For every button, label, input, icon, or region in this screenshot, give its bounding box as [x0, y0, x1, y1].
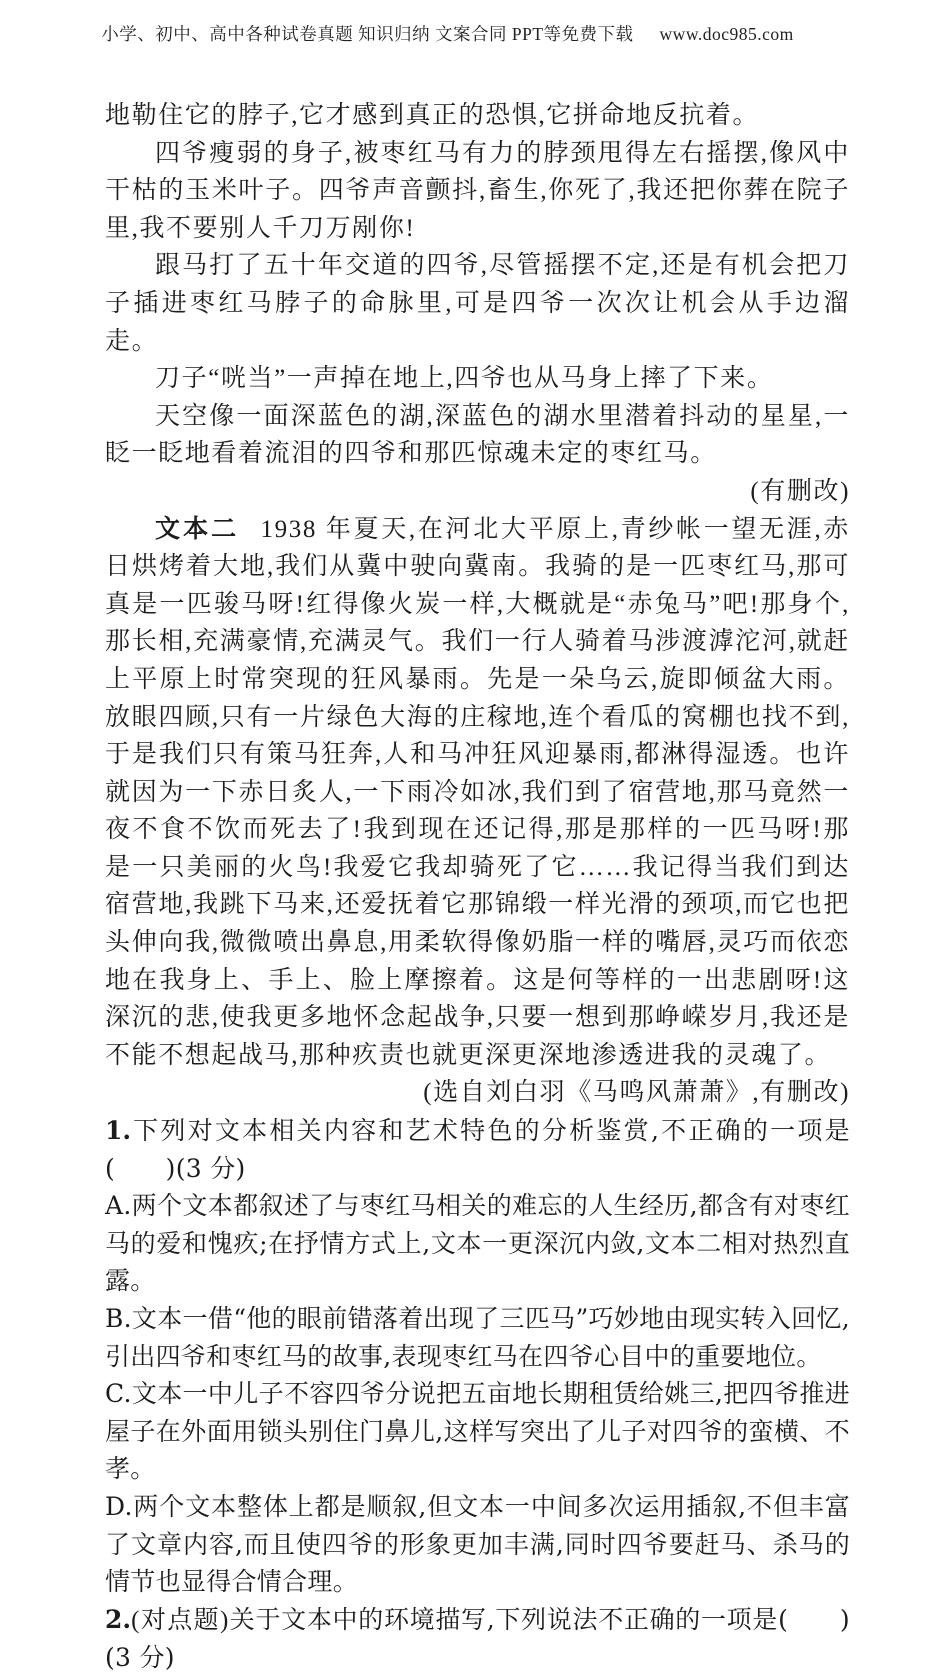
text-two-paragraph: [105, 511, 850, 1075]
text-one-paragraph: 刀子“咣当”一声掉在地上,四爷也从马身上摔了下来。: [155, 365, 774, 393]
question-option: D.两个文本整体上都是顺叙,但文本一中间多次运用插叙,不但丰富了文章内容,而且使四爷的形象更加丰满,同时四爷要赶马、杀马的情节也显得合情合理。: [105, 1491, 850, 1597]
text-one-section: [105, 97, 850, 511]
text-one-paragraph: 跟马打了五十年交道的四爷,尽管摇摆不定,还是有机会把刀子插进枣红马脖子的命脉里,可是四爷一次次让机会从手边溜走。: [105, 252, 850, 355]
text-one-paragraph: 天空像一面深蓝色的湖,深蓝色的湖水里潜着抖动的星星,一眨一眨地看着流泪的四爷和那匹惊魂未定的枣红马。: [105, 402, 850, 468]
text-one-paragraph: 地勒住它的脖子,它才感到真正的恐惧,它拼命地反抗着。: [105, 102, 760, 129]
site-header-text: 小学、初中、高中各种试卷真题 知识归纳 文案合同 PPT等免费下载: [101, 24, 634, 44]
question-2-stem: [105, 1601, 850, 1677]
site-url: www.doc985.com: [659, 24, 794, 44]
site-header: [75, 22, 820, 47]
question-option: A.两个文本都叙述了与枣红马相关的难忘的人生经历,都含有对枣红马的爱和愧疚;在抒情方式上,文本一更深沉内敛,文本二相对热烈直露。: [105, 1191, 850, 1296]
text-two-label: 文本二: [155, 514, 240, 543]
text-one-attribution: (有删改): [750, 477, 850, 505]
text-one-paragraph: 四爷瘦弱的身子,被枣红马有力的脖颈甩得左右摇摆,像风中干枯的玉米叶子。四爷声音颤抖,畜生,你死了,我还把你葬在院子里,我不要别人千刀万剐你!: [105, 139, 850, 242]
question-1-stem: [105, 1112, 850, 1187]
question-2: [105, 1601, 850, 1677]
question-2-stem-text: 关于文本中的环境描写,下列说法不正确的一项是( )(3 分): [105, 1604, 850, 1673]
question-option: B.文本一借“他的眼前错落着出现了三匹马”巧妙地由现实转入回忆,引出四爷和枣红马的故事,表现枣红马在四爷心目中的重要地位。: [105, 1304, 850, 1371]
question-1: [105, 1112, 850, 1601]
question-1-number: 1.: [105, 1116, 132, 1146]
question-2-number: 2.: [105, 1604, 132, 1634]
question-option: C.文本一中儿子不容四爷分说把五亩地长期租赁给姚三,把四爷推进屋子在外面用锁头别住门鼻儿,这样写突出了儿子对四爷的蛮横、不孝。: [105, 1379, 850, 1484]
text-two-attribution: (选自刘白羽《马鸣风萧萧》,有删改): [423, 1079, 850, 1107]
question-2-tag: (对点题): [131, 1606, 230, 1634]
text-two-body: 1938 年夏天,在河北大平原上,青纱帐一望无涯,赤日烘烤着大地,我们从冀中驶向冀南。我骑的是一匹枣红马,那可真是一匹骏马呀!红得像火炭一样,大概就是“赤兔马”吧!那身个,那长相,充满豪情,充满灵气。我们一行人骑着马涉渡滹沱河,就赶上平原上时常突现的狂风暴雨。先是一朵乌云,旋即倾盆大雨。放眼四顾,只有一片绿色大海的庄稼地,连个看瓜的窝棚也找不到,于是我们只有策马狂奔,人和马冲狂风迎暴雨,都淋得湿透。也许就因为一下赤日炙人,一下雨冷如冰,我们到了宿营地,那马竟然一夜不食不饮而死去了!我到现在还记得,那是那样的一匹马呀!那是一只美丽的火鸟!我爱它我却骑死了它……我记得当我们到达宿营地,我跳下马来,还爱抚着它那锦缎一样光滑的颈项,而它也把头伸向我,微微喷出鼻息,用柔软得像奶脂一样的嘴唇,灵巧而依恋地在我身上、手上、脸上摩擦着。这是何等样的一出悲剧呀!这深沉的悲,使我更多地怀念起战争,只要一想到那峥嵘岁月,我还是不能不想起战马,那种疚责也就更深更深地渗透进我的灵魂了。: [105, 515, 850, 1069]
question-1-stem-text: 下列对文本相关内容和艺术特色的分析鉴赏,不正确的一项是( )(3 分): [105, 1116, 850, 1183]
text-two-section: [105, 511, 850, 1113]
